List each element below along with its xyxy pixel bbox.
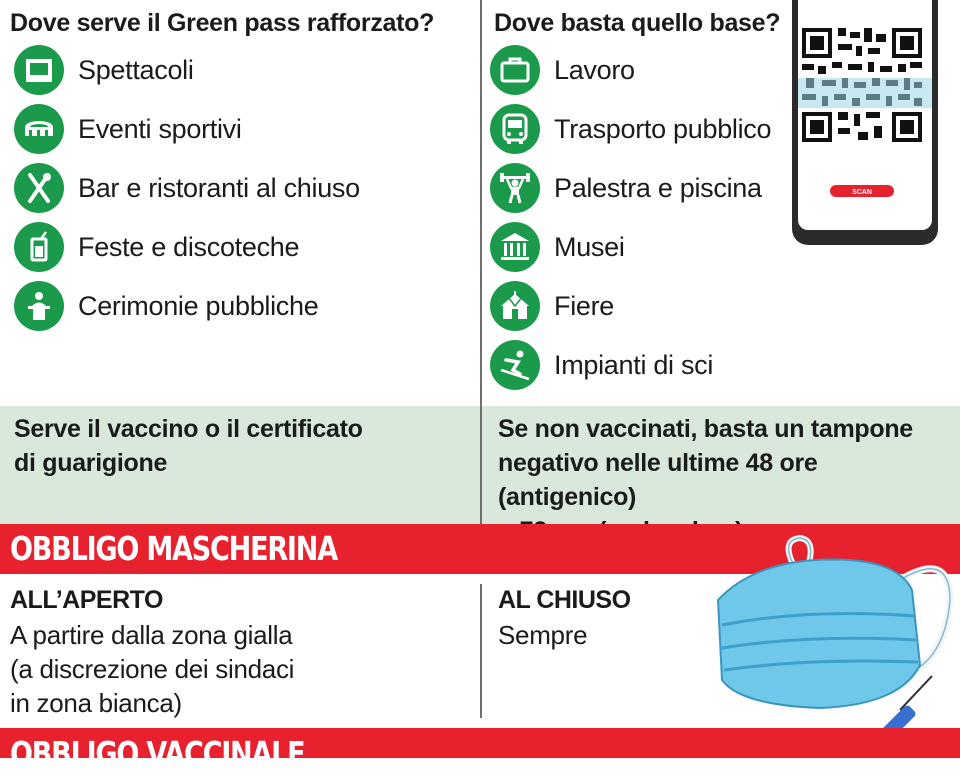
left-heading: Dove serve il Green pass rafforzato? (10, 9, 435, 37)
list-item: Palestra e piscina (490, 162, 762, 214)
indoor-heading: AL CHIUSO (498, 586, 631, 614)
briefcase-icon (490, 45, 540, 95)
list-item: Feste e discoteche (14, 221, 299, 273)
surgical-mask-illustration (700, 530, 960, 730)
skier-icon (490, 340, 540, 390)
list-item: Eventi sportivi (14, 103, 242, 155)
indoor-text: Sempre (498, 620, 588, 650)
list-item: Trasporto pubblico (490, 103, 771, 155)
list-item: Bar e ristoranti al chiuso (14, 162, 360, 214)
scan-button: SCAN (852, 189, 872, 196)
vaccinale-title: OBBLIGO VACCINALE (10, 734, 305, 773)
list-item: Cerimonie pubbliche (14, 280, 318, 332)
drink-icon (14, 222, 64, 272)
mascherina-divider (480, 584, 482, 718)
note-divider (480, 406, 482, 524)
fair-tent-icon (490, 281, 540, 331)
right-note: Se non vaccinati, basta un tampone negativo nelle ultime 48 ore (antigenico) (498, 415, 913, 511)
list-item: Fiere (490, 280, 614, 332)
list-item: Spettacoli (14, 44, 194, 96)
phone-qr-illustration (792, 0, 938, 245)
vaccinale-band (0, 728, 960, 773)
podium-speaker-icon (14, 281, 64, 331)
left-note: Serve il vaccino o il certificato di guarigione (14, 415, 363, 477)
mascherina-title: OBBLIGO MASCHERINA (10, 529, 337, 568)
museum-icon (490, 222, 540, 272)
weightlifter-icon (490, 163, 540, 213)
list-item: Impianti di sci (490, 339, 713, 391)
stadium-icon (14, 104, 64, 154)
bus-icon (490, 104, 540, 154)
base-list (490, 44, 790, 404)
outdoor-text: A partire dalla zona gialla (a discrezione dei sindaci in zona bianca) (10, 620, 295, 718)
list-item: Musei (490, 221, 625, 273)
right-heading: Dove basta quello base? (494, 9, 781, 37)
outdoor-heading: ALL’APERTO (10, 586, 163, 614)
theater-icon (14, 45, 64, 95)
fork-knife-icon (14, 163, 64, 213)
list-item: Lavoro (490, 44, 635, 96)
rafforzato-list (14, 44, 474, 344)
